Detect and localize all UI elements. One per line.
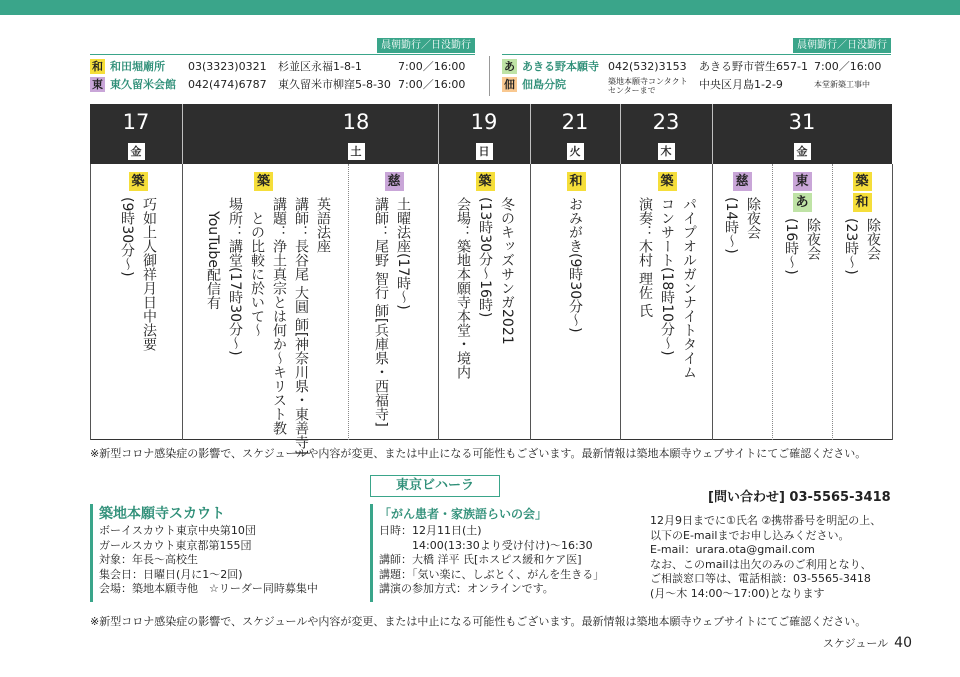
temple-badge: 築 — [254, 172, 273, 191]
weekday-badge: 金 — [128, 143, 145, 160]
column-divider — [620, 164, 621, 440]
event-text: 冬のキッズサンガ2021 (13時30分〜16時) 会場：築地本願寺本堂・境内 — [455, 197, 515, 379]
directory-row — [502, 58, 891, 76]
day-31 — [712, 104, 892, 164]
day-number: 18 — [342, 110, 370, 134]
event-text: 除夜会 (16時〜) — [783, 218, 821, 275]
event-text: 除夜会 (23時〜) — [843, 218, 881, 275]
vihara-event-title: 「がん患者・家族語らいの会」 — [379, 507, 548, 521]
weekday-badge: 火 — [567, 143, 584, 160]
event-23 — [634, 172, 700, 379]
scout-line: ガールスカウト東京都第155団 — [99, 538, 252, 552]
weekday-badge: 金 — [794, 143, 811, 160]
event-text: 巧如上人御祥月日中法要 (9時30分〜) — [119, 197, 157, 351]
event-31-higashikurume — [780, 172, 824, 275]
temple-badge: あ — [504, 60, 515, 73]
temple-name: あきる野本願寺 — [522, 60, 599, 73]
directory-divider — [90, 54, 475, 55]
day-number: 21 — [561, 110, 589, 134]
temple-phone: 042(532)3153 — [608, 60, 687, 73]
temple-phone: 042(474)6787 — [188, 78, 267, 91]
temple-name: 佃島分院 — [522, 78, 566, 91]
vihara-line: 日時：12月11日(土) — [379, 524, 482, 537]
day-17 — [90, 104, 182, 164]
directory-row — [502, 76, 891, 94]
page-footer — [823, 635, 912, 651]
column-divider — [530, 164, 531, 440]
service-time: 本堂新築工事中 — [814, 80, 870, 89]
vihara-box — [370, 504, 640, 602]
event-text: パイプオルガンナイトタイム コンサート(18時10分〜) 演奏：木村 理佐 氏 — [637, 197, 697, 379]
inquiry-line: 12月9日までに①氏名 ②携帯番号を明記の上、 — [650, 514, 882, 527]
scout-line: 対象：年長〜高校生 — [99, 553, 198, 566]
event-31-tsukiji — [840, 172, 884, 275]
temple-badge: 築 — [129, 172, 148, 191]
weekday-badge: 土 — [348, 143, 365, 160]
directory-divider — [502, 54, 891, 55]
service-time-tag: 晨朝勤行／日没勤行 — [377, 38, 475, 53]
service-time: 7:00／16:00 — [814, 60, 882, 73]
day-19 — [438, 104, 530, 164]
temple-directory-left — [90, 38, 475, 96]
temple-badge: 東 — [92, 78, 103, 91]
day-21 — [530, 104, 620, 164]
event-text: 英語法座 講師：長谷尾 大圓 師[神奈川県・東善寺] 講題：浄土真宗とは何か〜キリスト教 との比較に於いて〜 場所：講堂(17時30分〜) YouTube配信有 — [205, 197, 331, 455]
inquiry-line: なお、このmailは出欠のみのご利用となり、 — [650, 557, 872, 571]
temple-badge: 佃 — [504, 78, 515, 91]
temple-address: 中央区月島1-2-9 — [699, 78, 783, 91]
temple-badge: 和 — [853, 193, 872, 212]
weekday-badge: 木 — [658, 143, 675, 160]
vihara-line: 講師：大橋 洋平 氏[ホスピス緩和ケア医] — [379, 553, 582, 566]
day-number: 31 — [788, 110, 816, 134]
directory-row — [90, 58, 475, 76]
temple-name: 東久留米会館 — [110, 78, 176, 91]
temple-phone: 03(3323)0321 — [188, 60, 267, 73]
temple-address: 杉並区永福1-8-1 — [278, 60, 362, 73]
temple-badge: 慈 — [385, 172, 404, 191]
event-18-saturday — [370, 172, 418, 427]
day-number: 17 — [122, 110, 150, 134]
temple-address: あきる野市菅生657-1 — [699, 60, 808, 73]
temple-badge: 築 — [658, 172, 677, 191]
service-time-tag: 晨朝勤行／日没勤行 — [793, 38, 891, 53]
temple-name: 和田堀廟所 — [110, 60, 165, 73]
event-text: 除夜会 (14時〜) — [723, 197, 761, 254]
event-31-jikei — [720, 172, 764, 254]
temple-badge: 和 — [92, 60, 103, 73]
event-21 — [564, 172, 588, 333]
scout-title: 築地本願寺スカウト — [99, 506, 225, 522]
inquiry-phone: [問い合わせ] 03-5565-3418 — [708, 490, 891, 505]
temple-badge: 築 — [853, 172, 872, 191]
event-17 — [116, 172, 160, 351]
day-number: 23 — [652, 110, 680, 134]
schedule-header — [90, 104, 892, 164]
column-divider — [832, 164, 833, 440]
column-divider — [712, 164, 713, 440]
vihara-line: 講題：「気い楽に、しぶとく、がんを生きる」 — [379, 567, 605, 581]
column-divider — [182, 164, 183, 440]
inquiry-detail — [650, 514, 895, 601]
page-number: 40 — [894, 635, 912, 651]
scout-box — [90, 504, 360, 602]
vihara-title: 東京ビハーラ — [370, 475, 500, 497]
temple-badge: 慈 — [733, 172, 752, 191]
section-name: スケジュール — [822, 637, 889, 650]
event-text: 土曜法座(17時〜) 講師：尾野 智行 師[兵庫県・西福寺] — [373, 197, 411, 427]
temple-badge: 東 — [793, 172, 812, 191]
column-divider — [772, 164, 773, 440]
inquiry-line: (月〜木 14:00〜17:00)となります — [650, 586, 825, 600]
weekday-badge: 日 — [476, 143, 493, 160]
covid-notice: ※新型コロナ感染症の影響で、スケジュールや内容が変更、または中止になる可能性もございます。最新情報は築地本願寺ウェブサイトにてご確認ください。 — [90, 447, 867, 460]
covid-notice-bottom: ※新型コロナ感染症の影響で、スケジュールや内容が変更、または中止になる可能性もございます。最新情報は築地本願寺ウェブサイトにてご確認ください。 — [90, 615, 867, 628]
vihara-line: 講演の参加方式：オンラインです。 — [379, 582, 554, 595]
vihara-line: 14:00(13:30より受け付け)〜16:30 — [379, 538, 593, 552]
scout-line: 集会日：日曜日(月に1〜2回) — [99, 567, 243, 581]
temple-contact: 築地本願寺コンタクト センターまで — [608, 77, 688, 95]
column-divider — [438, 164, 439, 440]
temple-address: 東久留米市柳窪5-8-30 — [278, 78, 391, 91]
service-time: 7:00／16:00 — [398, 78, 466, 91]
service-time: 7:00／16:00 — [398, 60, 466, 73]
event-19 — [452, 172, 518, 379]
scout-line: ボーイスカウト東京中央第10団 — [99, 524, 256, 537]
inquiry-line: 以下のE-mailまでお申し込みください。 — [650, 528, 850, 542]
column-divider — [348, 164, 349, 440]
day-23 — [620, 104, 712, 164]
scout-line: 会場：築地本願寺他 ☆リーダー同時募集中 — [99, 582, 318, 595]
column-divider — [892, 164, 893, 440]
temple-badge: 築 — [476, 172, 495, 191]
directory-row — [90, 76, 475, 94]
event-18-english — [202, 172, 336, 455]
temple-badge: 和 — [567, 172, 586, 191]
inquiry-line: E-mail：urara.ota@gmail.com — [650, 543, 815, 556]
directory-split — [489, 56, 490, 96]
top-color-bar — [0, 0, 960, 15]
temple-directory-right — [502, 38, 891, 96]
inquiry-line: ご相談窓口等は、電話相談：03-5565-3418 — [650, 572, 871, 585]
day-number: 19 — [470, 110, 498, 134]
temple-badge: あ — [793, 193, 812, 212]
column-divider — [90, 164, 91, 440]
event-text: おみがき(9時30分〜) — [567, 197, 583, 333]
